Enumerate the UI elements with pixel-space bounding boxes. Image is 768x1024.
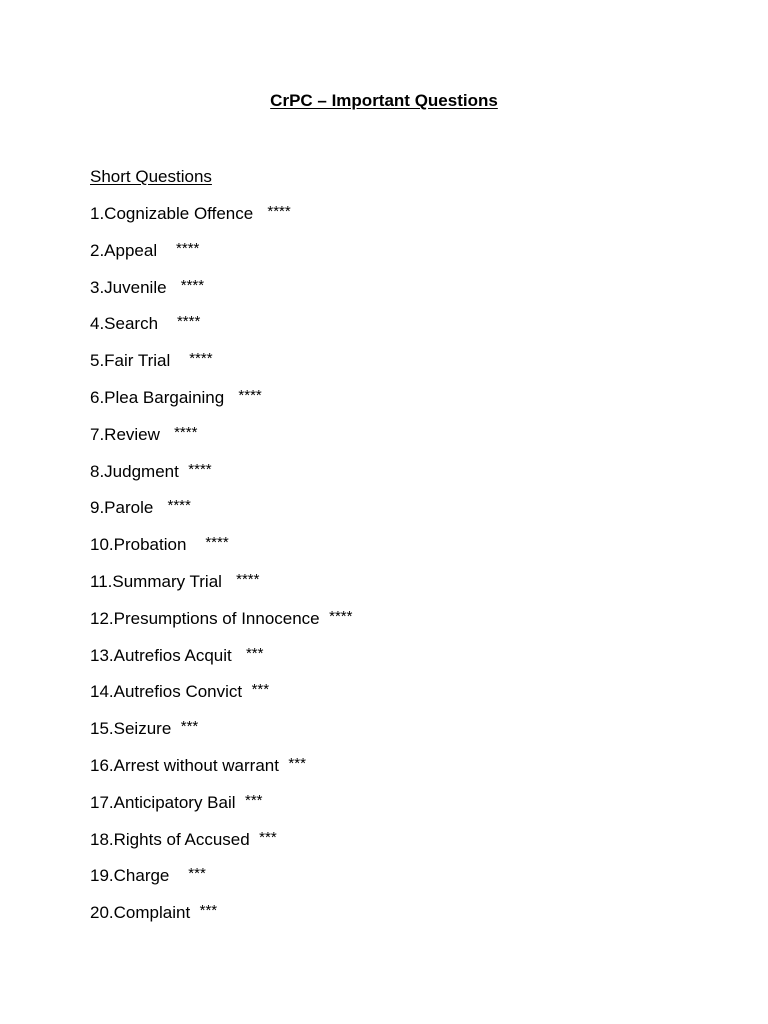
question-text: 13.Autrefios Acquit <box>90 645 232 665</box>
question-gap <box>242 682 251 701</box>
question-text: 6.Plea Bargaining <box>90 387 225 407</box>
question-item <box>90 608 352 645</box>
question-item <box>90 203 352 240</box>
question-text: 4.Search <box>90 314 159 334</box>
question-text: 11.Summary Trial <box>90 571 222 591</box>
document-title-text: CrPC – Important Questions <box>270 91 498 110</box>
question-list <box>90 203 352 939</box>
question-item <box>90 755 352 792</box>
question-text: 3.Juvenile <box>90 277 167 297</box>
question-text: 7.Review <box>90 424 160 444</box>
question-item <box>90 571 352 608</box>
question-item <box>90 534 352 571</box>
question-text: 5.Fair Trial <box>90 351 171 371</box>
importance-stars: **** <box>176 313 201 331</box>
question-text: 20.Complaint <box>90 903 191 923</box>
question-item <box>90 792 352 829</box>
section-heading: Short Questions <box>90 167 212 186</box>
question-item <box>90 461 352 498</box>
importance-stars: **** <box>267 203 291 220</box>
importance-stars: **** <box>236 570 260 588</box>
question-item <box>90 387 352 424</box>
question-item <box>90 865 352 902</box>
importance-stars: **** <box>167 497 191 515</box>
question-item <box>90 718 352 755</box>
question-text: 1.Cognizable Offence <box>90 204 254 223</box>
question-gap <box>222 572 236 591</box>
question-gap <box>171 719 180 738</box>
question-gap <box>170 351 189 370</box>
importance-stars: *** <box>251 681 270 699</box>
importance-stars: **** <box>180 276 205 294</box>
question-gap <box>236 793 245 812</box>
question-gap <box>279 756 288 775</box>
question-text: 19.Charge <box>90 866 170 886</box>
question-gap <box>167 278 181 297</box>
question-gap <box>190 903 199 922</box>
question-item <box>90 424 352 461</box>
question-item <box>90 313 352 350</box>
question-gap <box>250 830 259 849</box>
question-gap <box>179 462 188 481</box>
question-gap <box>224 388 238 407</box>
importance-stars: **** <box>188 460 212 478</box>
question-text: 10.Probation <box>90 535 187 555</box>
question-item <box>90 645 352 682</box>
question-text: 8.Judgment <box>90 461 179 481</box>
question-item <box>90 350 352 387</box>
question-item <box>90 829 352 866</box>
question-gap <box>158 314 177 333</box>
question-item <box>90 240 352 277</box>
importance-stars: *** <box>244 791 263 809</box>
question-gap <box>169 866 188 885</box>
importance-stars: *** <box>199 902 218 920</box>
question-text: 18.Rights of Accused <box>90 829 250 849</box>
question-gap <box>157 241 176 260</box>
importance-stars: *** <box>288 754 306 772</box>
question-text: 2.Appeal <box>90 240 158 260</box>
importance-stars: *** <box>180 718 199 736</box>
question-item <box>90 277 352 314</box>
importance-stars: **** <box>329 607 353 625</box>
importance-stars: **** <box>176 239 200 257</box>
importance-stars: *** <box>188 865 206 883</box>
question-item <box>90 497 352 534</box>
question-text: 17.Anticipatory Bail <box>90 792 236 812</box>
importance-stars: **** <box>189 350 213 368</box>
question-item <box>90 681 352 718</box>
importance-stars: **** <box>238 386 262 404</box>
question-text: 12.Presumptions of Innocence <box>90 608 320 628</box>
question-item <box>90 902 352 939</box>
importance-stars: **** <box>174 423 198 441</box>
question-gap <box>253 204 267 223</box>
question-gap <box>160 425 174 444</box>
question-gap <box>186 535 205 554</box>
question-text: 16.Arrest without warrant <box>90 755 279 775</box>
question-text: 14.Autrefios Convict <box>90 682 243 702</box>
question-text: 15.Seizure <box>90 719 172 739</box>
importance-stars: **** <box>205 534 229 552</box>
importance-stars: *** <box>245 644 264 662</box>
importance-stars: *** <box>259 828 277 846</box>
question-gap <box>232 646 246 665</box>
question-gap <box>153 498 167 517</box>
document-title <box>0 90 768 112</box>
question-gap <box>320 609 329 628</box>
question-text: 9.Parole <box>90 498 154 518</box>
